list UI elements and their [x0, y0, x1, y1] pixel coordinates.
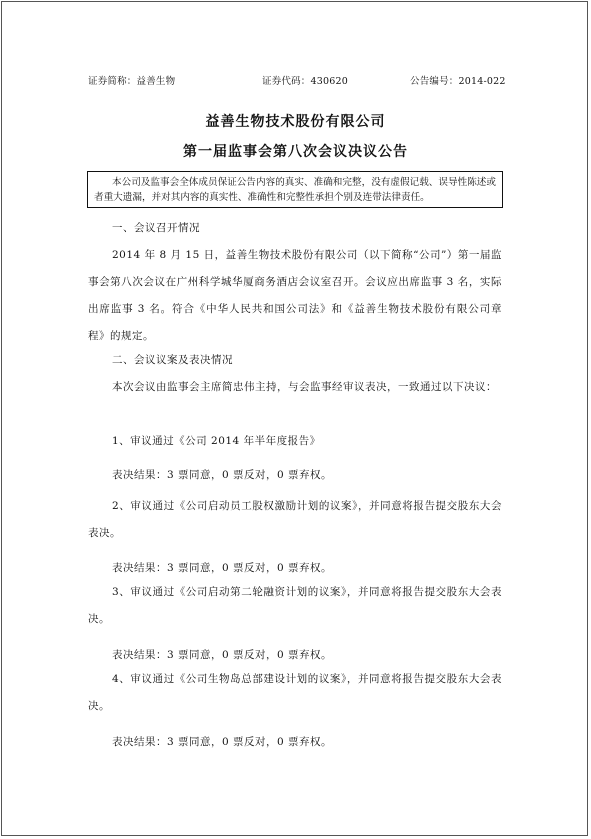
announcement-number: 公告编号：2014-022 [410, 76, 506, 87]
resolution-1: 1、审议通过《公司 2014 年半年度报告》 [112, 435, 321, 447]
vote-result-1: 表决结果：3 票同意，0 票反对，0 票弃权。 [112, 469, 333, 481]
responsibility-notice: 本公司及监事会全体成员保证公告内容的真实、准确和完整，没有虚假记载、误导性陈述或者重大遗漏，并对其内容的真实性、准确性和完整性承担个别及连带法律责任。 [87, 171, 503, 208]
resolution-2: 2、审议通过《公司启动员工股权激励计划的议案》，并同意将报告提交股东大会表决。 [88, 500, 502, 539]
section1-body: 2014 年 8 月 15 日，益善生物技术股份有限公司（以下简称“公司”）第一届监事会第八次会议在广州科学城华厦商务酒店会议室召开。会议应出席监事 3 名，实际出席监事 3 名。符合《中华人民共和国公司法》和《益善生物技术股份有限公司章程》的规定。 [88, 249, 502, 342]
vote-result-4: 表决结果：3 票同意，0 票反对，0 票弃权。 [112, 736, 333, 748]
vote-result-2: 表决结果：3 票同意，0 票反对，0 票弃权。 [112, 562, 333, 574]
company-title: 益善生物技术股份有限公司 [205, 114, 386, 130]
security-short-name: 证券简称：益善生物 [88, 76, 176, 87]
security-code: 证券代码：430620 [262, 76, 348, 87]
section2-heading: 二、会议议案及表决情况 [112, 354, 233, 366]
vote-result-3: 表决结果：3 票同意，0 票反对，0 票弃权。 [112, 649, 333, 661]
resolution-4: 4、审议通过《公司生物岛总部建设计划的议案》，并同意将报告提交股东大会表决。 [88, 673, 502, 712]
resolution-3: 3、审议通过《公司启动第二轮融资计划的议案》，并同意将报告提交股东大会表决。 [88, 586, 502, 625]
section1-heading: 一、会议召开情况 [112, 222, 200, 234]
document-title: 第一届监事会第八次会议决议公告 [183, 144, 408, 160]
section2-intro: 本次会议由监事会主席简忠伟主持，与会监事经审议表决，一致通过以下决议： [112, 381, 497, 393]
